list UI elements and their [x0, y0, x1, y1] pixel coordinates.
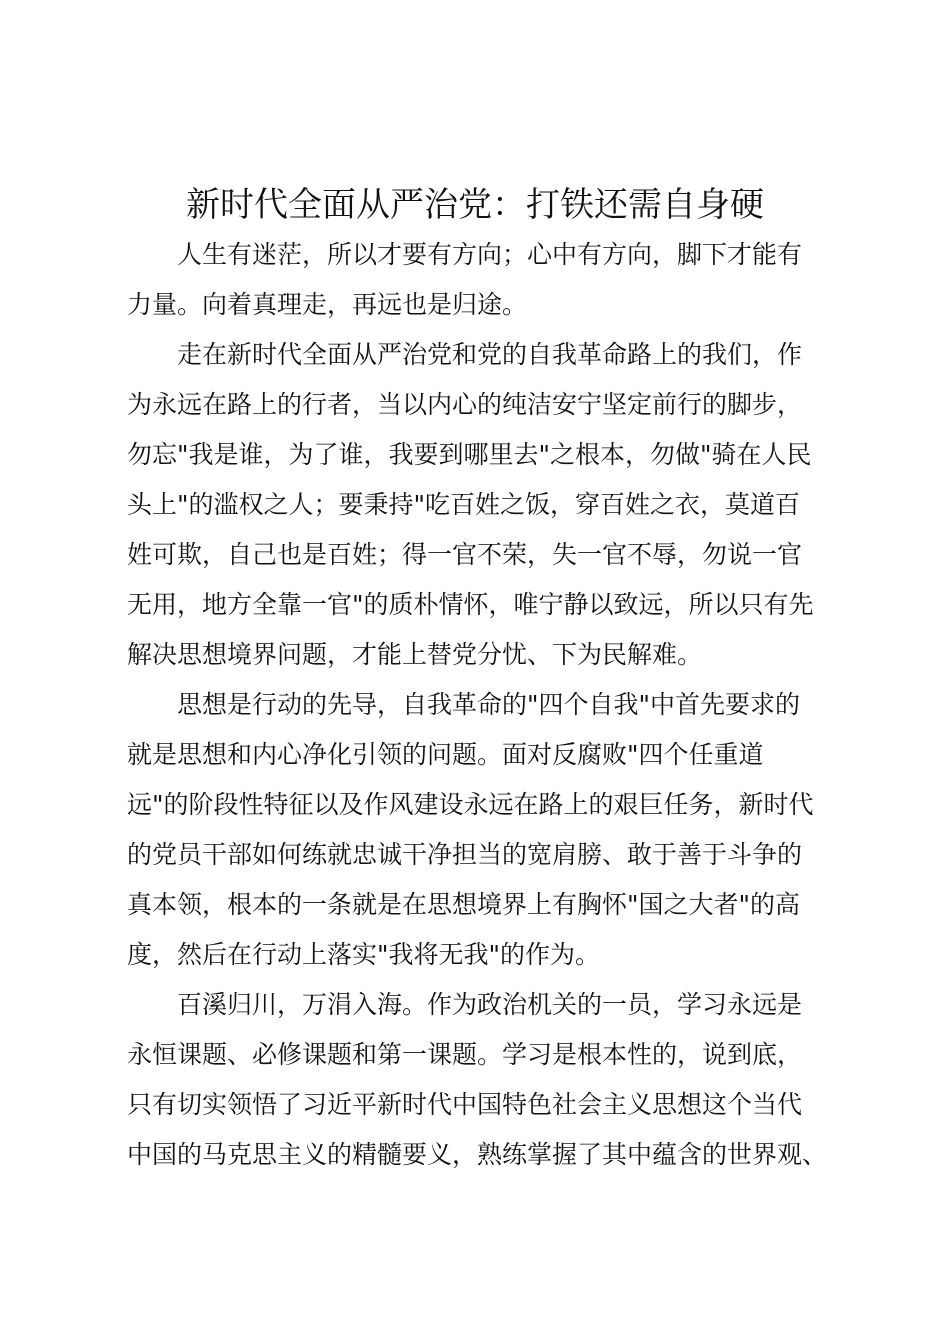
text-line: 人生有迷茫，所以才要有方向；心中有方向，脚下才能有 [127, 240, 803, 269]
paragraph-4 [127, 980, 833, 1180]
text-line: 永恒课题、必修课题和第一课题。学习是根本性的，说到底， [127, 1040, 803, 1069]
text-line: 头上"的滥权之人；要秉持"吃百姓之饭，穿百姓之衣，莫道百 [127, 490, 801, 519]
text-line: 真本领，根本的一条就是在思想境界上有胸怀"国之大者"的高 [127, 890, 801, 919]
text-line: 思想是行动的先导，自我革命的"四个自我"中首先要求的 [127, 690, 801, 719]
text-line: 姓可欺，自己也是百姓；得一官不荣，失一官不辱，勿说一官 [127, 540, 803, 569]
text-line: 中国的马克思主义的精髓要义，熟练掌握了其中蕴含的世界观、 [127, 1140, 828, 1169]
text-line: 就是思想和内心净化引领的问题。面对反腐败"四个任重道 [127, 740, 764, 769]
text-line: 的党员干部如何练就忠诚干净担当的宽肩膀、敢于善于斗争的 [127, 840, 803, 869]
text-line: 为永远在路上的行者，当以内心的纯洁安宁坚定前行的脚步， [127, 390, 803, 419]
paragraph-3 [127, 680, 833, 980]
paragraph-2 [127, 330, 833, 680]
text-line: 走在新时代全面从严治党和党的自我革命路上的我们，作 [127, 340, 803, 369]
text-line: 百溪归川，万涓入海。作为政治机关的一员，学习永远是 [127, 990, 803, 1019]
text-line: 远"的阶段性特征以及作风建设永远在路上的艰巨任务，新时代 [127, 790, 814, 819]
text-line: 无用，地方全靠一官"的质朴情怀，唯宁静以致远，所以只有先 [127, 590, 814, 619]
document-body [127, 230, 833, 1180]
document-title: 新时代全面从严治党：打铁还需自身硬 [186, 185, 764, 225]
text-line: 只有切实领悟了习近平新时代中国特色社会主义思想这个当代 [127, 1090, 803, 1119]
text-line: 勿忘"我是谁，为了谁，我要到哪里去"之根本，勿做"骑在人民 [127, 440, 812, 469]
paragraph-1 [127, 230, 833, 330]
text-line: 力量。向着真理走，再远也是归途。 [127, 290, 528, 319]
text-line: 度，然后在行动上落实"我将无我"的作为。 [127, 940, 600, 969]
text-line: 解决思想境界问题，才能上替党分忧、下为民解难。 [127, 640, 703, 669]
